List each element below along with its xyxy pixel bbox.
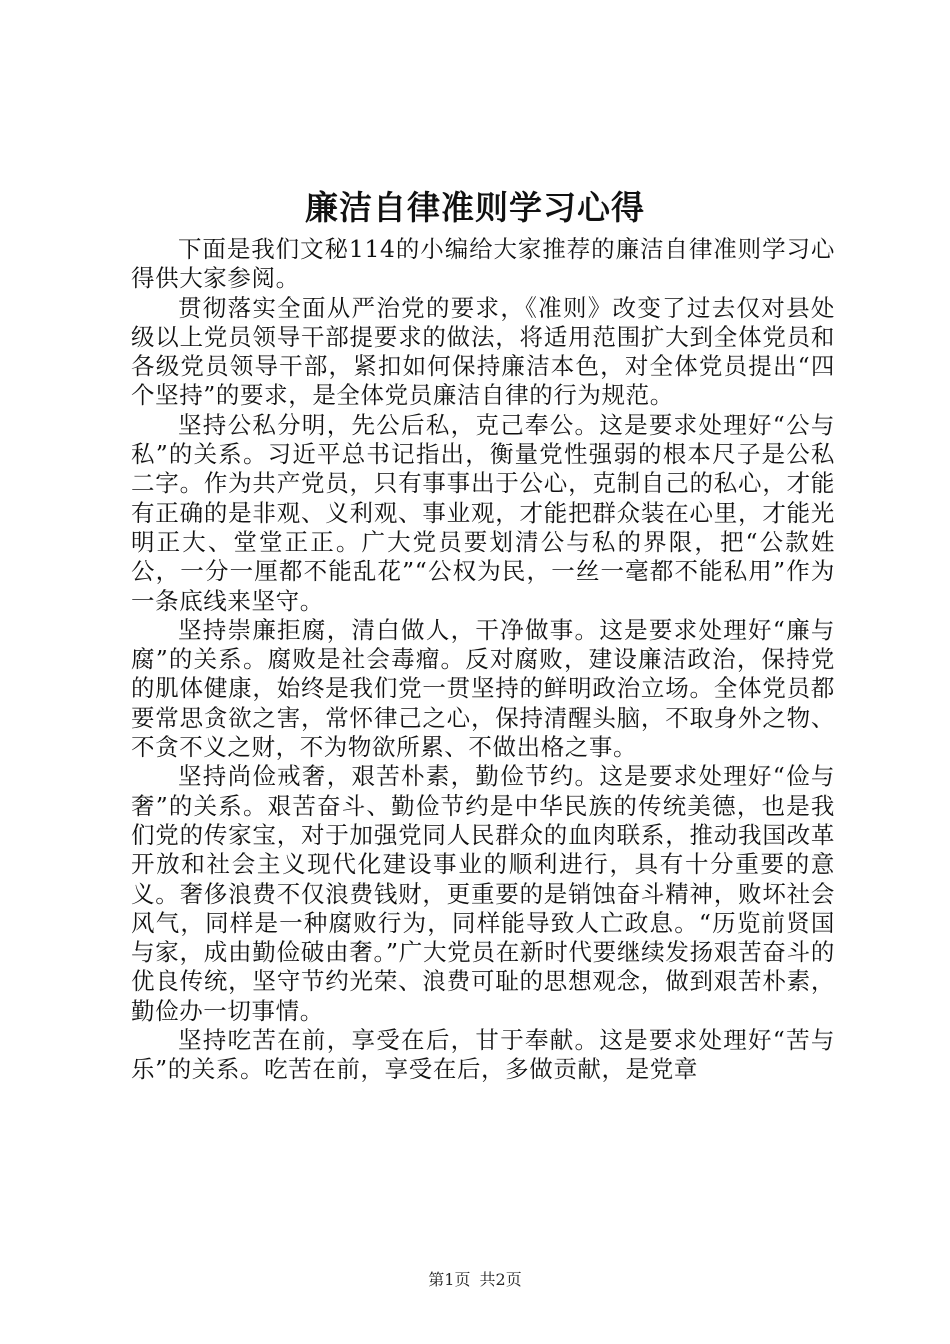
paragraph-public-private: 坚持公私分明，先公后私，克己奉公。这是要求处理好“公与私”的关系。习近平总书记指出，衡量党性强弱的根本尺子是公私二字。作为共产党员，只有事事出于公心，克制自己的私心，才能有正确的是非观、义利观、事业观，才能把群众装在心里，才能光明正大、堂堂正正。广大党员要划清公与私的界限，把“公款姓公，一分一厘都不能乱花”“公权为民，一丝一毫都不能私用”作为一条底线来坚守。	[131, 410, 835, 615]
page-total: 共2页	[479, 1270, 522, 1289]
page-footer	[0, 1268, 950, 1292]
paragraph-guideline: 贯彻落实全面从严治党的要求，《准则》改变了过去仅对县处级以上党员领导干部提要求的做法，将适用范围扩大到全体党员和各级党员领导干部，紧扣如何保持廉洁本色，对全体党员提出“四个坚持”的要求，是全体党员廉洁自律的行为规范。	[131, 293, 835, 410]
page-number: 第1页	[428, 1270, 471, 1289]
document-title: 廉洁自律准则学习心得	[305, 188, 645, 227]
paragraph-integrity: 坚持崇廉拒腐，清白做人，干净做事。这是要求处理好“廉与腐”的关系。腐败是社会毒瘤。反对腐败，建设廉洁政治，保持党的肌体健康，始终是我们党一贯坚持的鲜明政治立场。全体党员都要常思贪欲之害，常怀律己之心，保持清醒头脑，不取身外之物、不贪不义之财，不为物欲所累、不做出格之事。	[131, 615, 835, 762]
document-body	[131, 235, 835, 1085]
paragraph-hardship: 坚持吃苦在前，享受在后，甘于奉献。这是要求处理好“苦与乐”的关系。吃苦在前，享受在后，多做贡献，是党章	[131, 1026, 835, 1084]
paragraph-intro: 下面是我们文秘114的小编给大家推荐的廉洁自律准则学习心得供大家参阅。	[131, 235, 835, 293]
paragraph-frugality: 坚持尚俭戒奢，艰苦朴素，勤俭节约。这是要求处理好“俭与奢”的关系。艰苦奋斗、勤俭节约是中华民族的传统美德，也是我们党的传家宝，对于加强党同人民群众的血肉联系，推动我国改革开放和社会主义现代化建设事业的顺利进行，具有十分重要的意义。奢侈浪费不仅浪费钱财，更重要的是销蚀奋斗精神，败坏社会风气，同样是一种腐败行为，同样能导致人亡政息。“历览前贤国与家，成由勤俭破由奢。”广大党员在新时代要继续发扬艰苦奋斗的优良传统，坚守节约光荣、浪费可耻的思想观念，做到艰苦朴素，勤俭办一切事情。	[131, 762, 835, 1025]
